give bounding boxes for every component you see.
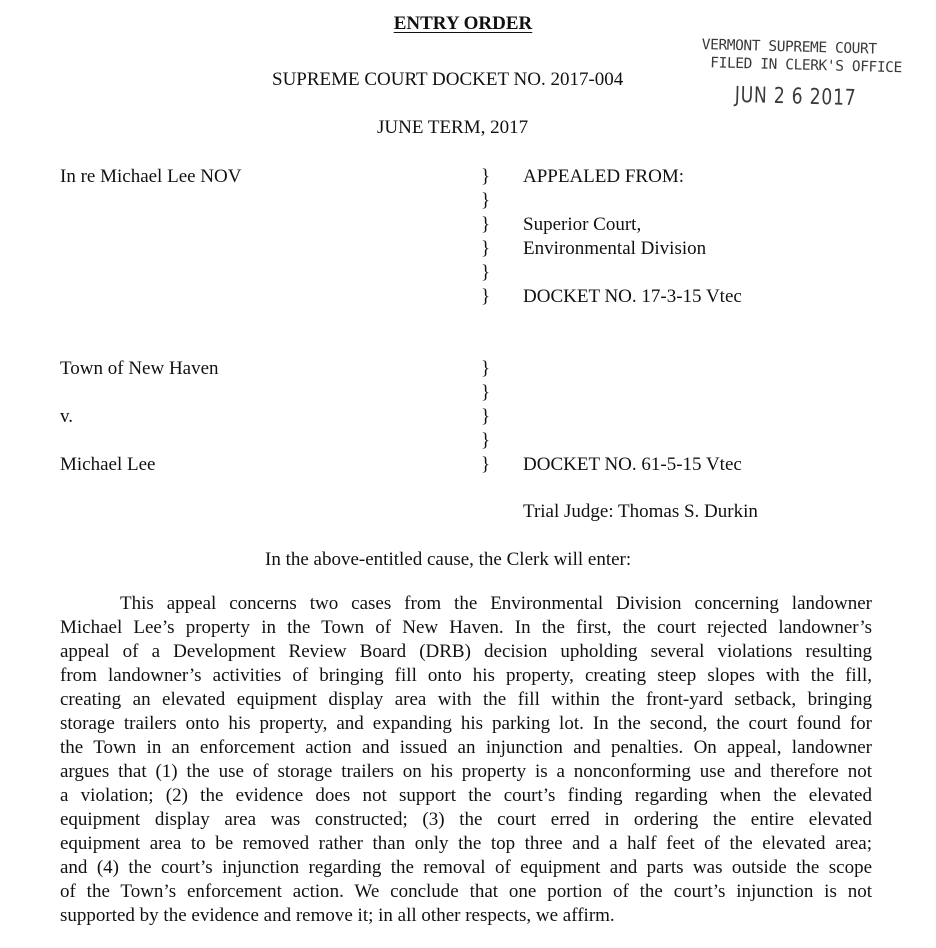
case2-defendant: Michael Lee [60, 454, 156, 475]
paragraph-line: creating an elevated equipment display area with the fill within the front-yard setback, bringing [60, 689, 872, 710]
paragraph-line: appeal of a Development Review Board (DRB) decision upholding several violations resulting [60, 641, 872, 662]
paragraph-line: This appeal concerns two cases from the Environmental Division concerning landowner [120, 593, 872, 614]
stamp-court-name: VERMONT SUPREME COURT [701, 36, 877, 58]
clerk-intro: In the above-entitled cause, the Clerk will enter: [265, 549, 632, 570]
brace: } [481, 214, 491, 235]
brace: } [481, 382, 491, 403]
paragraph-line: of the Town’s enforcement action. We conclude that one portion of the court’s injunction is not [60, 881, 872, 902]
case2-docket: DOCKET NO. 61-5-15 Vtec [523, 454, 742, 475]
case2-versus: v. [60, 406, 74, 427]
paragraph-line: a violation; (2) the evidence does not support the court’s finding regarding when the elevated [60, 785, 872, 806]
paragraph-line: from landowner’s activities of bringing fill onto his property, creating steep slopes with the fill, [60, 665, 872, 686]
order-body-paragraph [60, 592, 872, 928]
stamp-date: JUN 2 6 2017 [734, 82, 857, 112]
paragraph-line: equipment display area was constructed; (3) the court erred in ordering the entire elevated [60, 809, 872, 830]
case1-docket: DOCKET NO. 17-3-15 Vtec [523, 286, 742, 307]
brace: } [481, 430, 491, 451]
brace: } [481, 454, 491, 475]
paragraph-line: supported by the evidence and remove it; in all other respects, we affirm. [60, 905, 615, 926]
filed-stamp [700, 36, 916, 114]
stamp-office: FILED IN CLERK'S OFFICE [710, 55, 903, 77]
document-title: ENTRY ORDER [393, 13, 533, 34]
paragraph-line: argues that (1) the use of storage trailers on his property is a nonconforming use and therefore not [60, 761, 872, 782]
brace: } [481, 190, 491, 211]
court-term: JUNE TERM, 2017 [377, 117, 529, 138]
brace: } [481, 406, 491, 427]
case1-braces [481, 165, 490, 309]
brace: } [481, 262, 491, 283]
case2-plaintiff: Town of New Haven [60, 358, 219, 379]
paragraph-line: storage trailers onto his property, and expanding his parking lot. In the second, the court found for [60, 713, 872, 734]
case1-caption: In re Michael Lee NOV [60, 166, 242, 187]
brace: } [481, 166, 491, 187]
paragraph-line: and (4) the court’s injunction regarding the removal of equipment and parts was outside the scope [60, 857, 872, 878]
court-division: Environmental Division [523, 238, 707, 259]
case2-braces [481, 357, 490, 477]
supreme-court-docket: SUPREME COURT DOCKET NO. 2017-004 [272, 69, 624, 90]
trial-judge: Trial Judge: Thomas S. Durkin [523, 501, 758, 522]
court-name: Superior Court, [523, 214, 642, 235]
brace: } [481, 358, 491, 379]
brace: } [481, 286, 491, 307]
paragraph-line: the Town in an enforcement action and issued an injunction and penalties. On appeal, landowner [60, 737, 872, 758]
appealed-from-label: APPEALED FROM: [523, 166, 684, 187]
paragraph-line: equipment area to be removed rather than only the top three and a half feet of the elevated area; [60, 833, 872, 854]
paragraph-line: Michael Lee’s property in the Town of New Haven. In the first, the court rejected landowner’s [60, 617, 872, 638]
brace: } [481, 238, 491, 259]
